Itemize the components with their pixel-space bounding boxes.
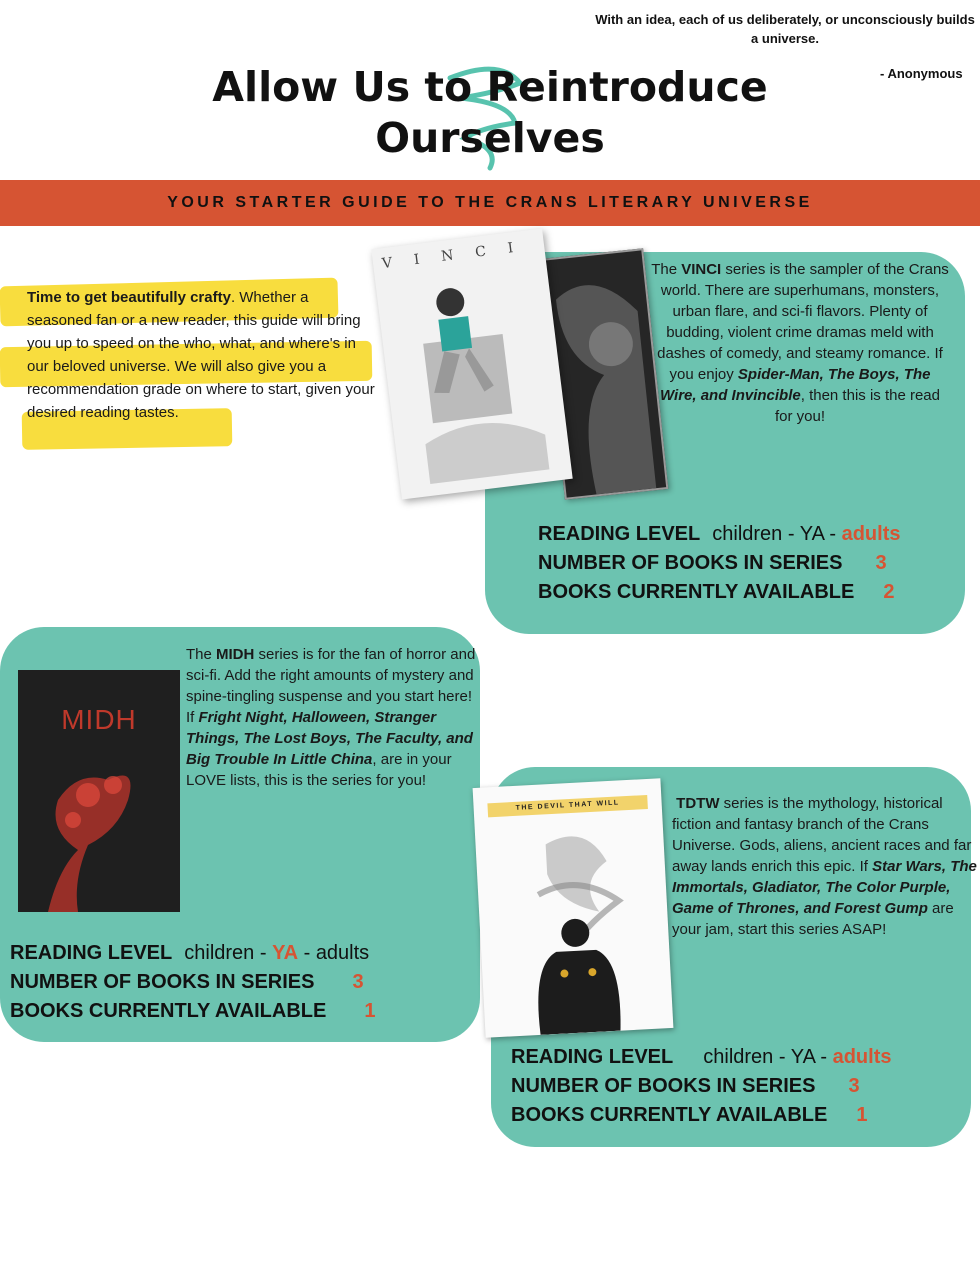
reading-level-label: READING LEVEL [511,1046,674,1068]
level-sep: - [254,942,273,964]
reading-level-values [703,1046,891,1068]
header-quote: With an idea, each of us deliberately, or unconsciously builds a universe. [595,12,975,46]
midh-desc-text: The [186,646,217,663]
vinci-cover-title: VINCI [381,237,537,273]
level-sep: - [782,523,800,545]
vinci-description [650,259,950,427]
tdtw-num-books [511,1072,892,1101]
level-sep: - [298,942,316,964]
tdtw-description [672,793,977,940]
vinci-desc-text: , then this is the read for you! [774,387,940,425]
vinci-front-cover [371,228,572,499]
level-ya-highlighted: YA [272,942,299,964]
level-children: children [712,523,783,545]
tdtw-figure-art-icon [473,778,674,1037]
midh-smoke-art-icon [18,670,180,912]
available-value: 1 [364,1000,376,1022]
midh-cover-title: MIDH [61,704,137,735]
tdtw-desc-text: series is the mythology, historical fiction and fantasy branch of the Crans Universe. Gods, aliens, ancient races and far away lands enrich this epic. If [672,795,972,875]
num-books-label: NUMBER OF BOOKS IN SERIES [538,552,843,574]
level-children: children [703,1046,774,1068]
midh-description [186,644,484,791]
vinci-recommendations: Spider-Man, The Boys, The Wire, and Invincible [660,366,931,404]
available-label: BOOKS CURRENTLY AVAILABLE [10,1000,327,1022]
available-value: 1 [856,1104,868,1126]
available-label: BOOKS CURRENTLY AVAILABLE [511,1104,828,1126]
level-ya: YA [790,1046,815,1068]
vinci-num-books [538,549,901,578]
tdtw-reading-level [511,1043,892,1072]
level-ya: YA [799,523,824,545]
vinci-desc-text: The [651,261,682,278]
tdtw-recommendations: Star Wars, The Immortals, Gladiator, The Color Purple, Game of Thrones, and Forest Gump [672,858,977,917]
vinci-hero-art-icon [371,228,572,499]
intro-text: . Whether a seasoned fan or a new reader, this guide will bring you up to speed on the who, what, and where's in our beloved universe. We will also give you a recommendation grade on where to start, given your desired reading tastes. [27,289,375,421]
midh-series-name: MIDH [216,646,255,663]
midh-available [10,997,375,1026]
tdtw-cover [473,778,674,1037]
midh-desc-text: , are in your LOVE lists, this is the series for you! [186,751,452,789]
banner-text: YOUR STARTER GUIDE TO THE CRANS LITERARY UNIVERSE [167,194,813,211]
midh-num-books [10,968,375,997]
midh-recommendations: Fright Night, Halloween, Stranger Things, The Lost Boys, The Faculty, and Big Trouble In Little China [186,709,473,768]
level-adults-highlighted: adults [841,523,901,545]
midh-reading-level [10,939,375,968]
reading-level-label: READING LEVEL [538,523,701,545]
available-label: BOOKS CURRENTLY AVAILABLE [538,581,855,603]
vinci-series-name: VINCI [681,261,722,278]
midh-desc-text: series is for the fan of horror and sci-fi. Add the right amounts of mystery and spine-tingling suspense and you start here! If [186,646,476,726]
level-sep: - [814,1046,833,1068]
quote-author: - Anonymous [880,66,963,81]
level-adults: adults [315,942,370,964]
level-adults-highlighted: adults [832,1046,892,1068]
reading-level-values [712,523,900,545]
midh-cover [18,670,180,912]
vinci-reading-level [538,520,901,549]
reading-level-label: READING LEVEL [10,942,173,964]
tdtw-stats [511,1043,892,1130]
level-children: children [184,942,255,964]
reading-level-values [184,942,369,964]
level-sep: - [773,1046,791,1068]
available-value: 2 [883,581,895,603]
midh-stats [10,939,375,1026]
intro-paragraph [27,286,377,424]
intro-bold: Time to get beautifully crafty [27,289,231,306]
num-books-value: 3 [848,1075,860,1097]
tdtw-desc-text: are your jam, start this series ASAP! [672,900,954,938]
tdtw-series-name: TDTW [676,795,720,812]
vinci-desc-text: series is the sampler of the Crans world. There are superhumans, monsters, urban flare, and sci-fi flavors. Plenty of budding, violent crime dramas meld with dashes of comedy, and steamy romance. If you enjoy [657,261,949,383]
vinci-available [538,578,901,607]
num-books-label: NUMBER OF BOOKS IN SERIES [10,971,315,993]
level-sep: - [823,523,842,545]
num-books-value: 3 [352,971,364,993]
page-title: Allow Us to Reintroduce Ourselves [212,63,768,162]
vinci-stats [538,520,901,607]
num-books-value: 3 [875,552,887,574]
tdtw-available [511,1101,892,1130]
num-books-label: NUMBER OF BOOKS IN SERIES [511,1075,816,1097]
tdtw-cover-title: THE DEVIL THAT WILL [515,799,620,812]
